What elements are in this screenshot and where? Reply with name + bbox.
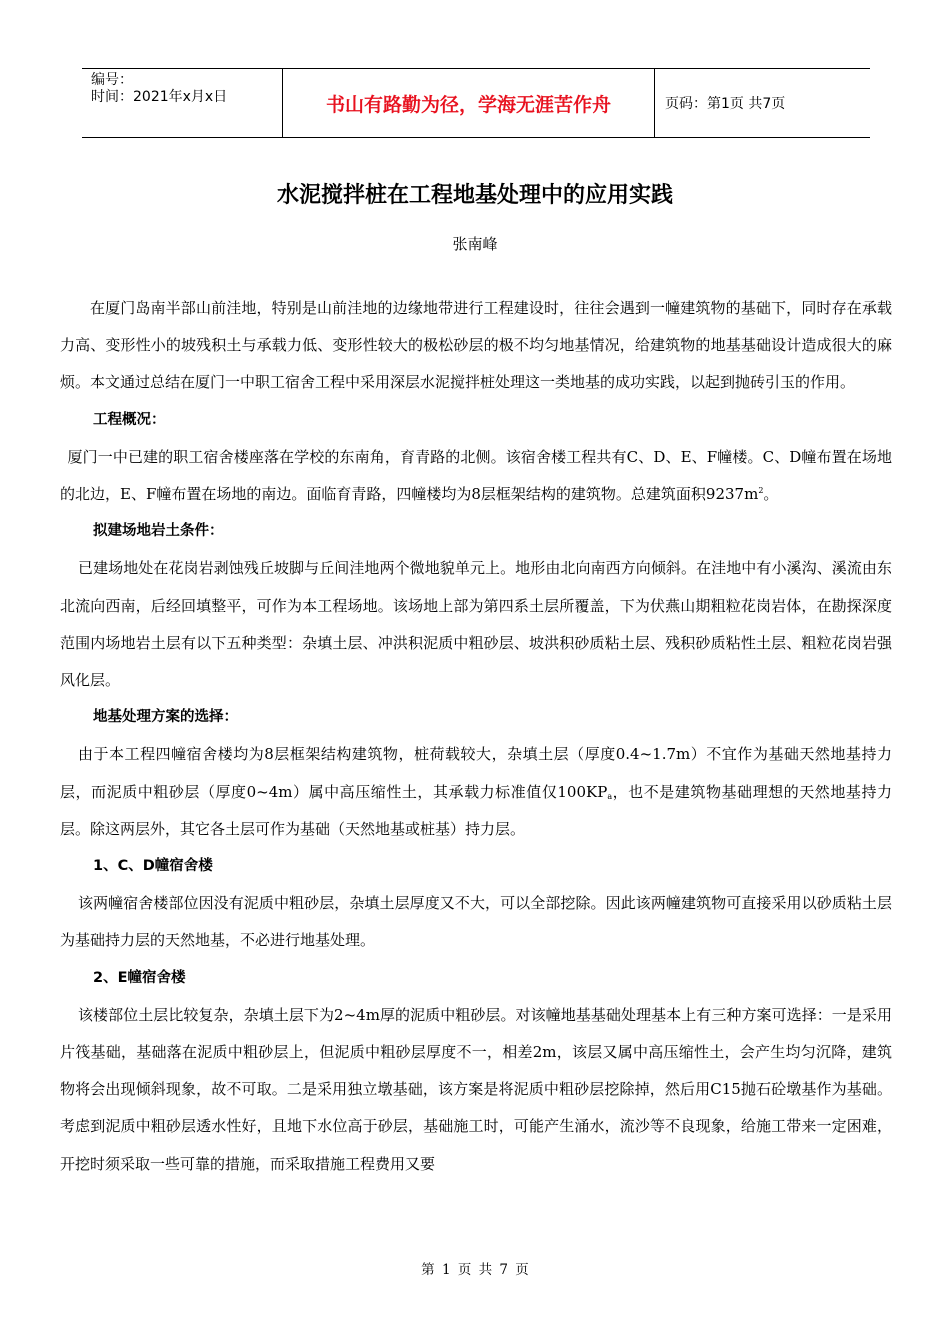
- section-heading-site: 拟建场地岩土条件：: [93, 523, 224, 540]
- header-number-label: 编号：: [91, 72, 133, 88]
- e-paragraph: 该楼部位土层比较复杂，杂填土层下为2~4m厚的泥质中粗砂层。对该幢地基基础处理基本上有三种方案可选择：一是采用片筏基础，基础落在泥质中粗砂层上，但泥质中粗砂层厚度不一，相差2m，该层又属中高压缩性土，会产生均匀沉降，建筑物将会出现倾斜现象，故不可取。二是采用独立墩基础，该方案是将泥质中粗砂层挖除掉，然后用C15抛石砼墩基作为基础。考虑到泥质中粗砂层透水性好，且地下水位高于砂层，基础施工时，可能产生涌水，流沙等不良现象，给施工带来一定困难，开挖时须采取一些可靠的措施，而采取措施工程费用又要: [60, 1005, 892, 1173]
- header-motto: 书山有路勤为径，学海无涯苦作舟: [283, 69, 655, 137]
- site-paragraph: 已建场地处在花岗岩剥蚀残丘坡脚与丘间洼地两个微地貌单元上。地形由北向南西方向倾斜。在洼地中有小溪沟、溪流由东北流向西南，后经回填整平，可作为本工程场地。该场地上部为第四系土层所覆盖，下为伏燕山期粗粒花岗岩体，在勘探深度范围内场地岩土层有以下五种类型：杂填土层、冲洪积泥质中粗砂层、坡洪积砂质粘土层、残积砂质粘性土层、粗粒花岗岩强风化层。: [60, 559, 892, 690]
- document-body: [60, 290, 892, 1183]
- scheme-paragraph: [60, 736, 892, 848]
- scheme-text-a: 由于本工程四幢宿舍楼均为8层框架结构建筑物，桩荷载较大，杂填土层（厚度0.4~1.7m）不宜作为基础天然地基持力层，而泥质中粗砂层（厚度0~4m）属中高压缩性土，其承载力标准值仅100KP: [60, 745, 892, 801]
- overview-paragraph: [60, 439, 892, 513]
- section-heading-cd: 1、C、D幢宿舍楼: [93, 858, 213, 875]
- section-heading-e: 2、E幢宿舍楼: [93, 969, 186, 986]
- overview-text: 厦门一中已建的职工宿舍楼座落在学校的东南角，育青路的北侧。该宿舍楼工程共有C、D、E、F幢楼。C、D幢布置在场地的北边，E、F幢布置在场地的南边。面临育青路，四幢楼均为8层框架结构的建筑物。总建筑面积9237m: [60, 447, 892, 504]
- header-page-info: 页码：第1页 共7页: [665, 96, 786, 112]
- overview-superscript: 2: [758, 486, 764, 496]
- page-footer: 第 1 页 共 7 页: [421, 1262, 529, 1278]
- overview-end: 。: [763, 485, 779, 504]
- header-time-label: 时间：2021年x月x日: [91, 89, 228, 105]
- section-heading-scheme: 地基处理方案的选择：: [93, 709, 238, 726]
- page-header: [82, 68, 870, 138]
- section-heading-overview: 工程概况：: [93, 411, 166, 428]
- scheme-subscript: a: [607, 791, 613, 801]
- cd-paragraph: 该两幢宿舍楼部位因没有泥质中粗砂层，杂填土层厚度又不大，可以全部挖除。因此该两幢建筑物可直接采用以砂质粘土层为基础持力层的天然地基，不必进行地基处理。: [60, 894, 892, 950]
- header-meta: [82, 69, 283, 137]
- document-author: 张南峰: [452, 235, 498, 253]
- scheme-text-b: ，也不是建筑物基础理想的天然地基持力层。除这两层外，其它各土层可作为基础（天然地基或桩基）持力层。: [60, 782, 892, 838]
- document-title: 水泥搅拌桩在工程地基处理中的应用实践: [276, 183, 673, 208]
- intro-paragraph: 在厦门岛南半部山前洼地，特别是山前洼地的边缘地带进行工程建设时，往往会遇到一幢建筑物的基础下，同时存在承载力高、变形性小的坡残积土与承载力低、变形性较大的极松砂层的极不均匀地基情况，给建筑物的地基基础设计造成很大的麻烦。本文通过总结在厦门一中职工宿舍工程中采用深层水泥搅拌桩处理这一类地基的成功实践，以起到抛砖引玉的作用。: [60, 299, 892, 392]
